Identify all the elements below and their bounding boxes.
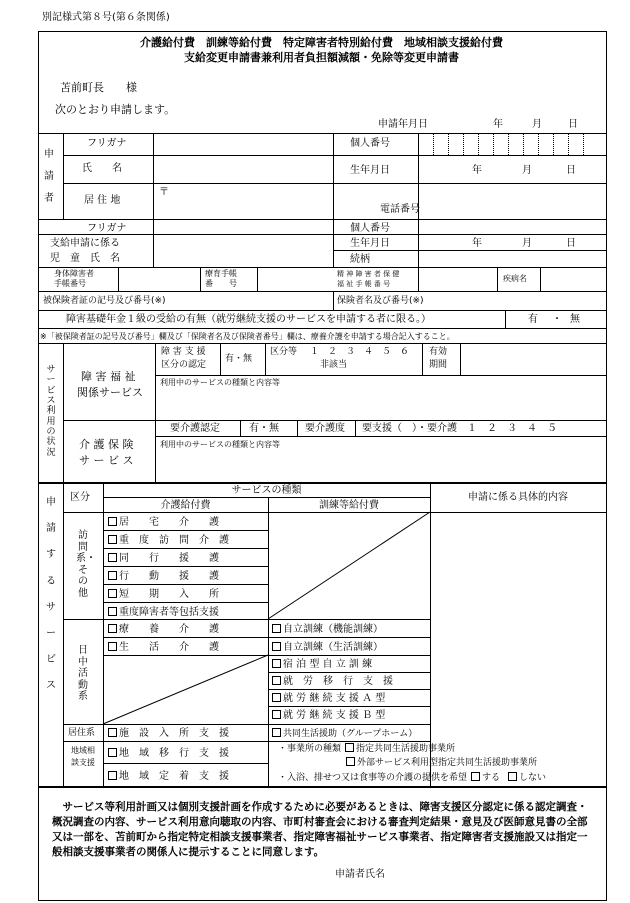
visit-item-0[interactable]	[108, 517, 219, 528]
checkbox-icon	[508, 772, 517, 781]
care-level-label: 要介護度	[305, 423, 345, 434]
date-month-unit: 月	[532, 119, 542, 130]
care-wish-no[interactable]	[508, 773, 546, 783]
daytime-training-item-4-label: 就 労 継 続 支 援 Ａ 型	[283, 693, 386, 704]
daytime-training-item-4[interactable]	[272, 693, 385, 704]
pension-separator: ・	[552, 314, 562, 325]
facility-option-2-label: 外部サービス利用型指定共同生活援助事業所	[357, 758, 538, 768]
child-birth-month-unit: 月	[522, 238, 532, 249]
checkbox-icon	[345, 743, 354, 752]
daytime-training-item-0[interactable]	[272, 624, 383, 635]
applicant-personal-number-label: 個人番号	[350, 138, 390, 149]
daytime-training-item-1-label: 自立訓練（生活訓練）	[283, 642, 383, 653]
applicant-furigana-label: フリガナ	[87, 138, 127, 149]
checkbox-icon	[108, 517, 117, 526]
applicant-birth-month-unit: 月	[522, 165, 532, 176]
applicant-phone-label: 電話番号	[380, 204, 420, 215]
group-home-option[interactable]	[272, 728, 417, 739]
child-label-line1: 支給申請に係る	[50, 238, 120, 249]
daytime-care-item-0[interactable]	[108, 624, 219, 635]
applicant-address-label: 居 住 地	[84, 195, 121, 206]
checkbox-icon	[108, 589, 117, 598]
care-wish-row	[278, 772, 546, 783]
care-label-line1: 介 護 保 険	[79, 438, 134, 451]
community-item-0[interactable]	[108, 748, 229, 759]
daytime-training-item-5[interactable]	[272, 710, 385, 721]
daytime-training-item-1[interactable]	[272, 642, 383, 653]
visit-item-0-label: 居 宅 介 護	[119, 517, 219, 528]
welfare-label-line2: 関係サービス	[77, 386, 143, 399]
types-header: サービスの種類	[231, 485, 302, 496]
welfare-label-line1: 障 害 福 祉	[81, 370, 136, 383]
daytime-care-item-1[interactable]	[108, 642, 219, 653]
category-header: 区分	[70, 492, 90, 503]
child-birth-year-unit: 年	[472, 238, 482, 249]
daytime-training-item-3[interactable]	[272, 676, 393, 687]
usage-section-label: サービス利用の状況	[46, 365, 56, 458]
applicant-birth-day-unit: 日	[566, 165, 576, 176]
visit-item-5-label: 重度障害者等包括支援	[119, 607, 219, 618]
child-relationship-label: 続柄	[350, 254, 370, 265]
applicant-birth-year-unit: 年	[472, 165, 482, 176]
visit-category-label: 訪問系・その他	[76, 530, 96, 599]
visit-item-1-label: 重 度 訪 問 介 護	[119, 535, 229, 546]
daytime-training-item-2[interactable]	[272, 659, 372, 670]
community-item-0-label: 地 域 移 行 支 援	[119, 748, 229, 759]
checkbox-icon	[272, 676, 281, 685]
visit-item-2-label: 同 行 援 護	[119, 553, 219, 564]
note-text: ※「被保険者証の記号及び番号」欄及び「保険者名及び保険者番号」欄は、療養介護を申請する場合記入すること。	[40, 332, 455, 341]
facility-option-1-label: 指定共同生活援助事業所	[356, 744, 456, 754]
valid-period-line1: 有効	[429, 347, 448, 357]
title-line1: 介護給付費 訓練等給付費 特定障害者特別給付費 地域相談支援給付費	[140, 36, 503, 49]
intro-text: 次のとおり申請します。	[55, 103, 176, 116]
consent-text: サービス等利用計画又は個別支援計画を作成するために必要があるときは、障害支援区分認定に係る認定調査・概況調査の内容、サービス利用意向聴取の内容、市町村審査会における審査判定結果・意見及び医師意見書の全部又は一部を、苫前町から指定特定相談支援事業者、指定障害福祉サービス事業者、指定障害者支援施設又は指定一般相談支援事業者の関係人に提示することに同意します。	[52, 801, 588, 858]
addressee: 苫前町長 様	[60, 81, 137, 94]
checkbox-icon	[272, 693, 281, 702]
facility-option-2[interactable]	[346, 757, 537, 768]
visit-item-3-label: 行 動 援 護	[119, 571, 219, 582]
visit-item-1[interactable]	[108, 535, 229, 546]
daytime-training-item-0-label: 自立訓練（機能訓練）	[283, 624, 383, 635]
disease-name-label: 疾病名	[503, 274, 527, 283]
pension-question: 障害基礎年金１級の受給の有無（就労継続支援のサービスを申請する者に限る。）	[66, 314, 431, 325]
applicant-signature-label: 申請者氏名	[335, 869, 385, 880]
care-wish-label: ・入浴、排せつ又は食事等の介護の提供を希望	[278, 773, 468, 783]
training-benefit-header: 訓練等給付費	[319, 500, 379, 511]
date-day-unit: 日	[568, 119, 578, 130]
group-home-label: 共同生活援助（グループホーム）	[283, 729, 418, 739]
visit-item-4-label: 短 期 入 所	[119, 589, 219, 600]
daytime-training-item-3-label: 就 労 移 行 支 援	[283, 676, 393, 687]
support-class-numbers[interactable]: １ ２ ３ ４ ５ ６	[310, 347, 410, 357]
child-birth-date-label: 生年月日	[350, 238, 390, 249]
checkbox-icon	[108, 624, 117, 633]
visit-item-2[interactable]	[108, 553, 219, 564]
facility-type-row	[278, 743, 455, 754]
residential-care-item-label: 施 設 入 所 支 援	[119, 728, 229, 739]
daytime-care-item-0-label: 療 養 介 護	[119, 624, 219, 635]
child-personal-number-label: 個人番号	[350, 223, 390, 234]
daytime-care-item-1-label: 生 活 介 護	[119, 642, 219, 653]
visit-item-3[interactable]	[108, 571, 219, 582]
community-item-1[interactable]	[108, 771, 229, 782]
daytime-training-item-5-label: 就 労 継 続 支 援 Ｂ 型	[283, 710, 386, 721]
applicant-name-label: 氏 名	[82, 163, 122, 174]
pension-no[interactable]: 無	[570, 314, 580, 325]
applicant-label-2: 請	[44, 171, 54, 182]
applicant-label-3: 者	[44, 193, 54, 204]
checkbox-icon	[108, 553, 117, 562]
care-support-options[interactable]: 要支援（ ）・要介護 １ ２ ３ ４ ５	[362, 423, 557, 434]
support-cert-line1: 障 害 支 援	[161, 347, 206, 357]
child-label-line2: 児 童 氏 名	[50, 253, 120, 264]
checkbox-icon	[108, 642, 117, 651]
checkbox-icon	[272, 710, 281, 719]
residential-category-label: 居住系	[68, 728, 96, 738]
residential-care-item[interactable]	[108, 728, 229, 739]
visit-item-5[interactable]	[108, 607, 219, 618]
checkbox-icon	[346, 757, 355, 766]
checkbox-icon	[108, 728, 117, 737]
form-number: 別記様式第８号(第６条関係)	[42, 12, 170, 23]
care-cert-yes-no[interactable]: 有・無	[249, 423, 279, 434]
in-use-care-label: 利用中のサービスの種類と内容等	[160, 440, 280, 449]
checkbox-icon	[108, 607, 117, 616]
insured-symbol-label: 被保険者証の記号及び番号(※)	[43, 296, 166, 306]
checkbox-icon	[108, 571, 117, 580]
pension-yes[interactable]: 有	[528, 314, 538, 325]
care-cert-label: 要介護認定	[170, 423, 220, 434]
application-date-label: 申請年月日	[378, 119, 428, 130]
facility-option-1[interactable]	[345, 744, 455, 754]
insurer-name-label: 保険者名及び番号(※)	[337, 296, 424, 306]
checkbox-icon	[272, 659, 281, 668]
care-benefit-header: 介護給付費	[160, 500, 211, 511]
child-birth-day-unit: 日	[566, 238, 576, 249]
daytime-category-label: 日中活動系	[78, 645, 88, 702]
care-label-line2: サ ー ビ ス	[79, 454, 134, 467]
specific-content-header: 申請に係る具体的内容	[468, 492, 568, 503]
child-furigana-label: フリガナ	[87, 223, 127, 234]
physical-cert-line1: 身体障害者	[54, 269, 94, 278]
postal-mark: 〒	[159, 187, 169, 198]
valid-period-line2: 期間	[429, 360, 448, 370]
rehab-cert-line2: 番 号	[205, 279, 237, 288]
community-category-label: 地域相談支援	[71, 746, 95, 767]
facility-type-label: ・事業所の種類	[278, 744, 342, 754]
checkbox-icon	[471, 772, 480, 781]
date-year-unit: 年	[493, 119, 503, 130]
applicant-label-1: 申	[44, 149, 54, 160]
community-item-1-label: 地 域 定 着 支 援	[119, 771, 229, 782]
mental-cert-line1: 精 神 障 害 者 保 健	[337, 270, 400, 278]
support-cert-yes-no[interactable]: 有・無	[225, 354, 253, 364]
support-class-label: 区分等	[270, 347, 298, 357]
support-class-not-applicable[interactable]: 非該当	[320, 360, 348, 370]
support-cert-line2: 区分の認定	[161, 360, 207, 370]
checkbox-icon	[272, 728, 281, 737]
checkbox-icon	[108, 748, 117, 757]
care-wish-no-label: しない	[519, 773, 547, 783]
daytime-training-item-2-label: 宿 泊 型 自 立 訓 練	[283, 659, 373, 670]
visit-item-4[interactable]	[108, 589, 219, 600]
checkbox-icon	[272, 642, 281, 651]
physical-cert-line2: 手帳番号	[54, 279, 86, 288]
checkbox-icon	[272, 624, 281, 633]
services-section-label: 申請するサービス	[46, 497, 56, 692]
checkbox-icon	[108, 535, 117, 544]
applicant-birth-date-label: 生年月日	[350, 165, 390, 176]
mental-cert-line2: 福 祉 手 帳 番 号	[337, 280, 391, 288]
title-line2: 支給変更申請書兼利用者負担額減額・免除等変更申請書	[184, 51, 459, 64]
care-wish-yes-label: する	[482, 773, 501, 783]
rehab-cert-line1: 療育手帳	[205, 269, 237, 278]
checkbox-icon	[108, 771, 117, 780]
care-wish-yes[interactable]	[471, 773, 500, 783]
in-use-welfare-label: 利用中のサービスの種類と内容等	[160, 378, 280, 387]
